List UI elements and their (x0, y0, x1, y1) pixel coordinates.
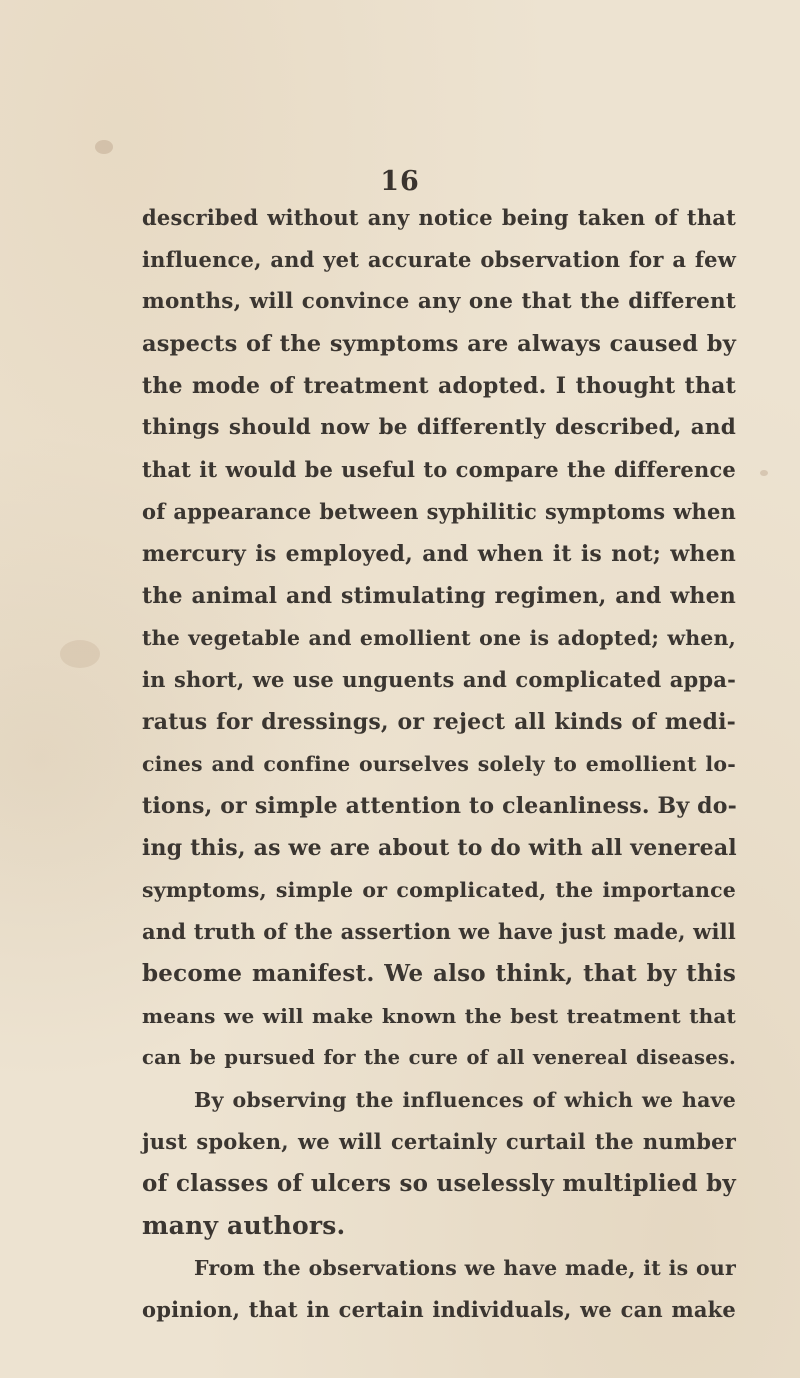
text-line: of appearance between syphilitic symptoms when (142, 499, 736, 524)
page-number: 16 (380, 166, 420, 197)
text-line: ratus for dressings, or reject all kinds of medi- (142, 709, 736, 735)
text-line: tions, or simple attention to cleanliness. By do- (142, 793, 737, 819)
text-line: and truth of the assertion we have just made, will (142, 919, 736, 944)
paper-stain (760, 470, 768, 476)
text-line: the vegetable and emollient one is adopted; when, (142, 626, 736, 650)
text-line: By observing the influences of which we have (194, 1088, 736, 1112)
paper-stain (60, 640, 100, 668)
text-line: From the observations we have made, it is our (194, 1256, 736, 1280)
text-line: just spoken, we will certainly curtail the number (142, 1129, 736, 1154)
text-line: become manifest. We also think, that by this (142, 960, 736, 987)
text-line: described without any notice being taken of that (142, 205, 736, 230)
text-line: months, will convince any one that the different (142, 289, 736, 314)
text-line: opinion, that in certain individuals, we can make (142, 1297, 736, 1322)
text-line: of classes of ulcers so uselessly multiplied by (142, 1170, 736, 1197)
text-line: in short, we use unguents and complicated appa- (142, 667, 736, 692)
text-line: many authors. (142, 1211, 346, 1240)
text-line: influence, and yet accurate observation for a few (142, 247, 736, 272)
text-line: mercury is employed, and when it is not; when (142, 541, 736, 567)
text-line: symptoms, simple or complicated, the importance (142, 878, 736, 902)
text-line: can be pursued for the cure of all venereal diseases. (142, 1046, 736, 1069)
text-line: that it would be useful to compare the difference (142, 457, 736, 482)
text-line: cines and confine ourselves solely to emollient lo- (142, 752, 736, 776)
text-line: the mode of treatment adopted. I thought that (142, 373, 736, 399)
text-line: things should now be differently described, and (142, 415, 736, 440)
text-line: ing this, as we are about to do with all venereal (142, 835, 737, 861)
paper-stain (95, 140, 113, 154)
text-line: the animal and stimulating regimen, and when (142, 583, 736, 609)
text-line: means we will make known the best treatment that (142, 1004, 736, 1028)
body-text (142, 197, 736, 1331)
text-line: aspects of the symptoms are always caused by (142, 331, 736, 357)
